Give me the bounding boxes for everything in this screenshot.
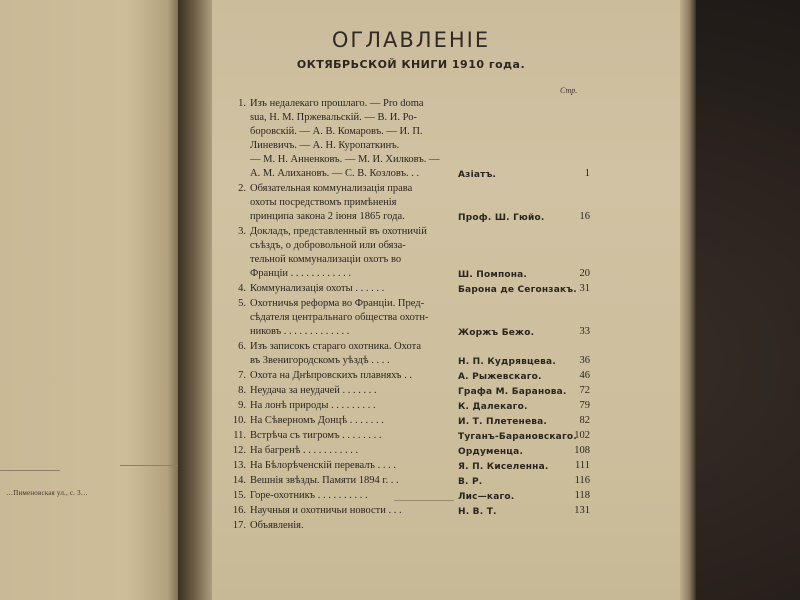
entry-title-line: Горе-охотникъ . . . . . . . . . . bbox=[250, 490, 368, 501]
toc-entry bbox=[226, 504, 596, 518]
toc-entry bbox=[226, 474, 596, 488]
left-page bbox=[0, 0, 182, 600]
entry-title-line: Докладъ, представленный въ охотничій bbox=[250, 226, 427, 237]
entry-author: Графа М. Баранова. bbox=[458, 387, 567, 397]
entry-author: Азіатъ. bbox=[458, 170, 497, 180]
entry-title bbox=[250, 282, 468, 296]
entry-title-line: сѣдателя центральнаго общества охотн- bbox=[250, 312, 429, 323]
entry-author: Ш. Помпона. bbox=[458, 270, 528, 280]
entry-title-line: Франціи . . . . . . . . . . . . bbox=[250, 268, 351, 279]
toc-entry bbox=[226, 444, 596, 458]
entry-title-line: боровскій. — А. В. Комаровъ. — И. П. bbox=[250, 126, 423, 137]
toc-entry bbox=[226, 399, 596, 413]
entry-number: 11. bbox=[233, 430, 246, 441]
entry-number: 15. bbox=[232, 490, 246, 501]
entry-page-number: 108 bbox=[574, 445, 590, 456]
entry-title-line: На Сѣверномъ Донцѣ . . . . . . . bbox=[250, 415, 384, 426]
entry-author: Н. В. Т. bbox=[458, 507, 497, 517]
page-edge bbox=[680, 0, 696, 600]
entry-number: 6. bbox=[238, 341, 246, 352]
entry-title bbox=[250, 474, 468, 488]
end-divider bbox=[394, 500, 454, 501]
entry-title-line: Встрѣча съ тигромъ . . . . . . . . bbox=[250, 430, 382, 441]
entry-number: 1. bbox=[238, 98, 246, 109]
toc-entry bbox=[226, 519, 596, 533]
toc-entry bbox=[226, 225, 596, 281]
entry-title-line: Охота на Днѣпровскихъ плавняхъ . . bbox=[250, 370, 412, 381]
entry-title-line: Научныя и охотничьи новости . . . bbox=[250, 505, 402, 516]
entry-title-line: На Бѣлорѣченскій перевалъ . . . . bbox=[250, 460, 396, 471]
toc-entry bbox=[226, 369, 596, 383]
entry-page-number: 82 bbox=[579, 415, 590, 426]
table-of-contents bbox=[226, 0, 596, 600]
entry-author: Ордуменца. bbox=[458, 447, 524, 457]
entry-author: Я. П. Киселенна. bbox=[458, 462, 549, 472]
left-page-rule bbox=[0, 470, 60, 471]
entry-title-line: sua, Н. М. Пржевальскій. — В. И. Ро- bbox=[250, 112, 417, 123]
page-subtitle: ОКТЯБРЬСКОЙ КНИГИ 1910 года. bbox=[296, 58, 526, 71]
entry-page-number: 31 bbox=[579, 283, 590, 294]
entry-title-line: Охотничья реформа во Франціи. Пред- bbox=[250, 298, 425, 309]
entry-title bbox=[250, 384, 468, 398]
page-column-label: Стр. bbox=[560, 86, 578, 95]
entry-number: 10. bbox=[232, 415, 246, 426]
entry-title bbox=[250, 369, 468, 383]
entry-page-number: 16 bbox=[579, 211, 590, 222]
entry-title bbox=[250, 429, 468, 443]
entry-page-number: 20 bbox=[579, 268, 590, 279]
entry-author: Туганъ-Барановскаго. bbox=[458, 432, 577, 442]
left-page-footer-text: …Пименовская ул., с. 3… bbox=[6, 489, 88, 497]
entry-number: 12. bbox=[232, 445, 246, 456]
entry-title-line: охоты посредствомъ примѣненія bbox=[250, 197, 397, 208]
page-title: ОГЛАВЛЕНІЕ bbox=[331, 28, 491, 52]
entry-title-line: Объявленія. bbox=[250, 520, 304, 531]
entry-page-number: 46 bbox=[579, 370, 590, 381]
toc-entry bbox=[226, 282, 596, 296]
entry-title bbox=[250, 340, 468, 368]
entry-author: А. Рыжевскаго. bbox=[458, 372, 542, 382]
entry-author: Н. П. Кудрявцева. bbox=[458, 357, 556, 367]
entry-title-line: Изъ записокъ стараго охотника. Охота bbox=[250, 341, 421, 352]
entry-title-line: Вешнія звѣзды. Памяти 1894 г. . . bbox=[250, 475, 399, 486]
entry-title bbox=[250, 97, 468, 181]
toc-entry bbox=[226, 429, 596, 443]
entry-page-number: 79 bbox=[579, 400, 590, 411]
entry-title-line: А. М. Алихановъ. — С. В. Козловъ. . . bbox=[250, 168, 420, 179]
entry-title-line: Обязательная коммунализація права bbox=[250, 183, 413, 194]
entry-number: 4. bbox=[238, 283, 246, 294]
entry-page-number: 102 bbox=[574, 430, 590, 441]
entry-title bbox=[250, 504, 468, 518]
entry-title-line: Неудача за неудачей . . . . . . . bbox=[250, 385, 377, 396]
entry-title-line: въ Звенигородскомъ уѣздѣ . . . . bbox=[250, 355, 390, 366]
toc-entry bbox=[226, 414, 596, 428]
entry-number: 2. bbox=[238, 183, 246, 194]
entry-title-line: принципа закона 2 іюня 1865 года. bbox=[250, 211, 405, 222]
entry-title-line: тельной коммунализаціи охотъ во bbox=[250, 254, 402, 265]
entry-number: 3. bbox=[238, 226, 246, 237]
entry-author: И. Т. Плетенева. bbox=[458, 417, 548, 427]
entry-author: Проф. Ш. Гюйо. bbox=[458, 213, 545, 223]
entry-number: 5. bbox=[238, 298, 246, 309]
entry-page-number: 1 bbox=[584, 168, 590, 179]
entry-number: 8. bbox=[238, 385, 246, 396]
toc-entry bbox=[226, 182, 596, 224]
entry-title-line: Коммунализація охоты . . . . . . bbox=[250, 283, 385, 294]
entry-page-number: 131 bbox=[574, 505, 590, 516]
entry-page-number: 118 bbox=[574, 490, 590, 501]
entry-page-number: 116 bbox=[574, 475, 590, 486]
entry-title-line: съѣздъ, о добровольной или обяза- bbox=[250, 240, 406, 251]
entry-author: Барона де Сегонзакъ. bbox=[458, 285, 577, 295]
entry-number: 17. bbox=[232, 520, 246, 531]
entry-title bbox=[250, 444, 468, 458]
entry-title bbox=[250, 414, 468, 428]
entry-number: 7. bbox=[238, 370, 246, 381]
entry-title-line: Линевичъ. — А. Н. Куропаткинъ. bbox=[250, 140, 400, 151]
left-page-rule bbox=[120, 465, 180, 466]
entry-title bbox=[250, 399, 468, 413]
entry-author: Жоржъ Бежо. bbox=[458, 328, 535, 338]
entry-title-line: На лонѣ природы . . . . . . . . . bbox=[250, 400, 376, 411]
entry-number: 16. bbox=[232, 505, 246, 516]
entry-page-number: 72 bbox=[579, 385, 590, 396]
entry-title bbox=[250, 459, 468, 473]
entry-page-number: 33 bbox=[579, 326, 590, 337]
entry-title-line: Изъ недалекаго прошлаго. — Pro doma bbox=[250, 98, 424, 109]
entry-number: 13. bbox=[232, 460, 246, 471]
entry-number: 9. bbox=[238, 400, 246, 411]
entry-page-number: 36 bbox=[579, 355, 590, 366]
entry-title-line: — М. Н. Анненковъ. — М. И. Хилковъ. — bbox=[250, 154, 440, 165]
entry-author: Лис—каго. bbox=[458, 492, 515, 502]
entry-author: В. Р. bbox=[458, 477, 483, 487]
toc-entry bbox=[226, 340, 596, 368]
entry-title-line: никовъ . . . . . . . . . . . . . bbox=[250, 326, 350, 337]
entry-title bbox=[250, 297, 468, 339]
toc-entry bbox=[226, 459, 596, 473]
entry-number: 14. bbox=[232, 475, 246, 486]
entry-page-number: 111 bbox=[575, 460, 590, 471]
toc-entry bbox=[226, 384, 596, 398]
entry-author: К. Далекаго. bbox=[458, 402, 528, 412]
entry-title bbox=[250, 519, 468, 533]
entry-title-line: На багренѣ . . . . . . . . . . . bbox=[250, 445, 359, 456]
toc-entry bbox=[226, 97, 596, 181]
entry-title bbox=[250, 182, 468, 224]
toc-entry bbox=[226, 297, 596, 339]
entry-title bbox=[250, 225, 468, 281]
